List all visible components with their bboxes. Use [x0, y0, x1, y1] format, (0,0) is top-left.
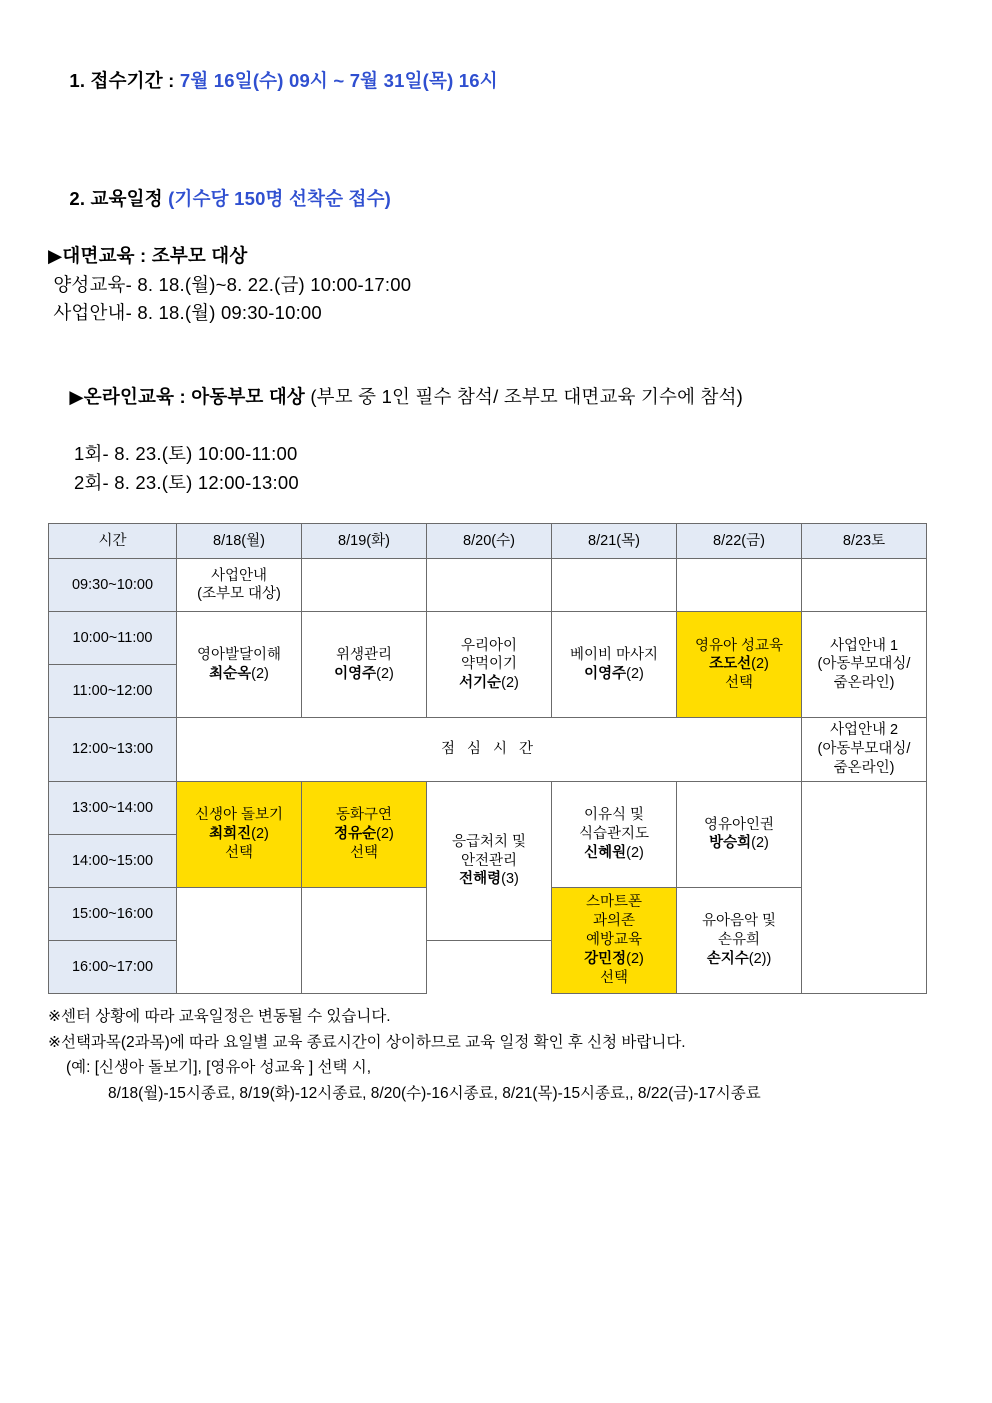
- schedule-table: [48, 523, 927, 994]
- cell-count: (2): [251, 826, 269, 843]
- cell-text: 위생관리: [335, 647, 393, 664]
- cell-text: 사업안내 1: [829, 637, 899, 654]
- header-tue: 8/19(화): [302, 524, 427, 559]
- cell-text: 사업안내: [210, 567, 268, 584]
- cell-sat-1200: [802, 718, 927, 782]
- cell-thu-1300: [552, 781, 677, 887]
- footnote-2: ※선택과목(2과목)에 따라 요일별 교육 종료시간이 상이하므로 교육 일정 확인 후 신청 바랍니다.: [48, 1033, 686, 1051]
- cell-count: (2): [751, 656, 769, 673]
- online-line-1: 1회- 8. 23.(토) 10:00-11:00: [74, 443, 298, 465]
- cell-text: 예방교육: [585, 932, 643, 949]
- spacer-1: [48, 124, 936, 154]
- cell-text: 과의존: [592, 913, 636, 930]
- cell-thu-1500: [552, 887, 677, 993]
- cell-fri-0930: [677, 559, 802, 612]
- section-2-line: [48, 156, 936, 242]
- cell-thu-0930: [552, 559, 677, 612]
- spacer-2: [48, 328, 936, 354]
- cell-fri-1300: [677, 781, 802, 887]
- header-fri: 8/22(금): [677, 524, 802, 559]
- header-sat: 8/23토: [802, 524, 927, 559]
- cell-instructor: 이영주: [334, 665, 377, 682]
- cell-text: 영유아 성교육: [694, 637, 784, 654]
- footnotes: [48, 1004, 936, 1106]
- cell-fri-1000: [677, 612, 802, 718]
- footnote-1: ※센터 상황에 따라 교육일정은 변동될 수 있습니다.: [48, 1007, 391, 1025]
- cell-instructor: 조도선: [709, 656, 752, 673]
- online-heading-bold: ▶온라인교육 : 아동부모 대상: [69, 385, 311, 407]
- header-wed: 8/20(수): [427, 524, 552, 559]
- time-1000: 10:00~11:00: [49, 612, 177, 665]
- time-0930: 09:30~10:00: [49, 559, 177, 612]
- section-1-label: 1. 접수기간 :: [69, 69, 180, 91]
- cell-tue-1300: [302, 781, 427, 887]
- cell-instructor: 방승희: [709, 835, 752, 852]
- cell-instructor: 최희진: [209, 826, 252, 843]
- time-1100: 11:00~12:00: [49, 665, 177, 718]
- cell-tue-0930: [302, 559, 427, 612]
- cell-tue-1000: [302, 612, 427, 718]
- section-2-label: 2. 교육일정: [69, 187, 169, 209]
- footnote-4: 8/18(월)-15시종료, 8/19(화)-12시종료, 8/20(수)-16시종료, 8/21(목)-15시종료,, 8/22(금)-17시종료: [108, 1084, 761, 1102]
- cell-mon-0930: [177, 559, 302, 612]
- cell-text: 식습관지도: [578, 826, 650, 843]
- cell-text: 약먹이기: [460, 656, 518, 673]
- table-row: [49, 559, 927, 612]
- table-row: [49, 718, 927, 782]
- cell-instructor: 강민정: [584, 950, 627, 967]
- cell-tue-1500: [302, 887, 427, 993]
- offline-heading: ▶대면교육 : 조부모 대상: [48, 245, 248, 267]
- cell-elective-tag: 선택: [724, 675, 753, 692]
- cell-text: (아동부모대싱/: [817, 741, 911, 758]
- cell-mon-1500: [177, 887, 302, 993]
- cell-text: 줌온라인): [833, 760, 895, 777]
- table-header-row: [49, 524, 927, 559]
- time-1600: 16:00~17:00: [49, 940, 177, 993]
- header-time: 시간: [49, 524, 177, 559]
- cell-mon-1000: [177, 612, 302, 718]
- cell-count: (2): [251, 665, 269, 682]
- cell-text: 동화구연: [335, 807, 393, 824]
- cell-text: 사업안내 2: [829, 722, 899, 739]
- cell-text: 스마트폰: [585, 894, 643, 911]
- cell-count: (2): [501, 675, 519, 692]
- cell-wed-0930: [427, 559, 552, 612]
- header-thu: 8/21(목): [552, 524, 677, 559]
- section-1-value: 7월 16일(수) 09시 ~ 7월 31일(목) 16시: [179, 69, 498, 91]
- cell-instructor: 정유순: [334, 826, 377, 843]
- cell-text: 영유아인권: [703, 816, 775, 833]
- cell-elective-tag: 선택: [224, 844, 253, 861]
- cell-sat-0930: [802, 559, 927, 612]
- cell-text: 손유희: [717, 932, 761, 949]
- time-1500: 15:00~16:00: [49, 887, 177, 940]
- table-row: [49, 781, 927, 834]
- cell-count: (2)): [748, 950, 772, 967]
- time-1400: 14:00~15:00: [49, 834, 177, 887]
- cell-mon-1300: [177, 781, 302, 887]
- offline-line-2: 사업안내- 8. 18.(월) 09:30-10:00: [48, 302, 322, 324]
- cell-instructor: 이영주: [584, 665, 627, 682]
- cell-thu-1000: [552, 612, 677, 718]
- cell-text: 이유식 및: [583, 807, 645, 824]
- cell-count: (2): [626, 665, 644, 682]
- cell-wed-1000: [427, 612, 552, 718]
- cell-elective-tag: 선택: [349, 844, 378, 861]
- cell-count: (2): [751, 835, 769, 852]
- cell-wed-1300: [427, 781, 552, 940]
- cell-fri-1500: [677, 887, 802, 993]
- cell-text: (아동부모대싱/: [817, 656, 911, 673]
- cell-count: (2): [626, 844, 644, 861]
- header-mon: 8/18(월): [177, 524, 302, 559]
- time-1200: 12:00~13:00: [49, 718, 177, 782]
- cell-sat-1300: [802, 781, 927, 993]
- cell-lunch: 점 심 시 간: [177, 718, 802, 782]
- cell-text: 유아음악 및: [701, 913, 777, 930]
- cell-text: 응급처치 및: [451, 833, 527, 850]
- cell-elective-tag: 선택: [599, 969, 628, 986]
- cell-count: (2): [376, 826, 394, 843]
- online-heading-rest: (부모 중 1인 필수 참석/ 조부모 대면교육 기수에 참석): [310, 385, 744, 407]
- table-row: [49, 612, 927, 665]
- time-1300: 13:00~14:00: [49, 781, 177, 834]
- offline-line-1: 양성교육- 8. 18.(월)~8. 22.(금) 10:00-17:00: [48, 273, 412, 295]
- cell-text: 영아발달이해: [196, 647, 282, 664]
- cell-text: (조부모 대상): [197, 586, 281, 603]
- cell-instructor: 서기순: [459, 675, 502, 692]
- cell-text: 베이비 마사지: [569, 647, 659, 664]
- section-1-line: [48, 38, 936, 124]
- cell-count: (3): [501, 871, 519, 888]
- cell-instructor: 전해령: [459, 871, 502, 888]
- cell-instructor: 최순옥: [209, 665, 252, 682]
- cell-count: (2): [626, 950, 644, 967]
- footnote-3: (예: [신생아 돌보기], [영유아 성교육 ] 선택 시,: [66, 1059, 372, 1077]
- cell-text: 안전관리: [460, 852, 518, 869]
- cell-text: 줌온라인): [833, 675, 895, 692]
- section-2-value: (기수당 150명 선착순 접수): [168, 187, 392, 209]
- cell-instructor: 손지수: [706, 950, 749, 967]
- online-heading: [48, 354, 936, 440]
- cell-count: (2): [376, 665, 394, 682]
- cell-sat-1000: [802, 612, 927, 718]
- cell-text: 우리아이: [460, 637, 518, 654]
- online-line-2: 2회- 8. 23.(토) 12:00-13:00: [74, 471, 299, 493]
- cell-instructor: 신혜원: [584, 844, 627, 861]
- cell-text: 신생아 돌보기: [194, 807, 284, 824]
